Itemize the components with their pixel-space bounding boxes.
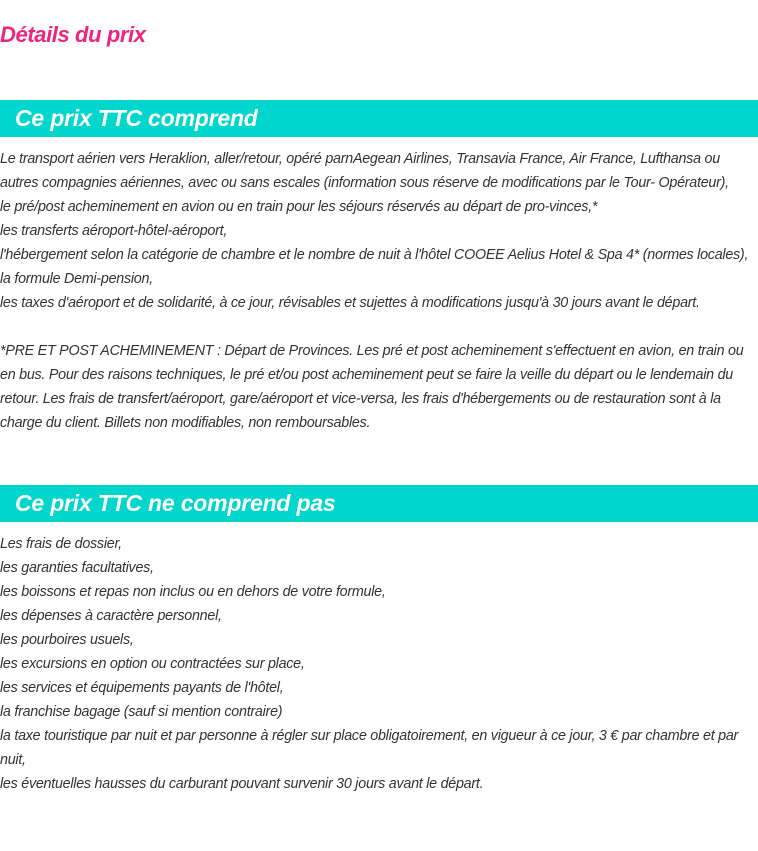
excluded-item: Les frais de dossier, xyxy=(0,536,122,552)
excluded-item: les excursions en option ou contractées sur place, xyxy=(0,656,305,672)
included-item: Le transport aérien vers Heraklion, aller/retour, opéré parnAegean Airlines, Transavia France, Air France, Lufthansa ou autres compagnies aériennes, avec ou sans escales (information sous réserve de modifications par le Tour- Opérateur), xyxy=(0,151,729,191)
included-item: la formule Demi-pension, xyxy=(0,271,153,287)
included-item: l'hébergement selon la catégorie de chambre et le nombre de nuit à l'hôtel COOEE Aelius Hotel & Spa 4* (normes locales), xyxy=(0,247,749,263)
excluded-section-header: Ce prix TTC ne comprend pas xyxy=(0,485,758,522)
excluded-item: les éventuelles hausses du carburant pouvant survenir 30 jours avant le départ. xyxy=(0,776,484,792)
excluded-item: les boissons et repas non inclus ou en dehors de votre formule, xyxy=(0,584,386,600)
included-section-header: Ce prix TTC comprend xyxy=(0,100,758,137)
excluded-item: les services et équipements payants de l'hôtel, xyxy=(0,680,284,696)
excluded-item: les garanties facultatives, xyxy=(0,560,154,576)
included-list xyxy=(0,137,758,435)
excluded-item: les pourboires usuels, xyxy=(0,632,134,648)
paragraph-spacer xyxy=(0,315,758,339)
included-item: les taxes d'aéroport et de solidarité, à ce jour, révisables et sujettes à modifications jusqu'à 30 jours avant le départ. xyxy=(0,295,700,311)
excluded-list xyxy=(0,522,758,796)
transport-note: *PRE ET POST ACHEMINEMENT : Départ de Provinces. Les pré et post acheminement s'effectuent en avion, en train ou en bus. Pour des raisons techniques, le pré et/ou post acheminement peut se faire la veille du départ ou le lendemain du retour. Les frais de transfert/aéroport, gare/aéroport et vice-versa, les frais d'hébergements ou de restauration sont à la charge du client. Billets non modifiables, non remboursables. xyxy=(0,343,744,431)
included-item: les transferts aéroport-hôtel-aéroport, xyxy=(0,223,228,239)
page-title: Détails du prix xyxy=(0,22,146,47)
included-item: le pré/post acheminement en avion ou en train pour les séjours réservés au départ de pro-vinces,* xyxy=(0,199,598,215)
excluded-item: la franchise bagage (sauf si mention contraire) xyxy=(0,704,283,720)
excluded-item: la taxe touristique par nuit et par personne à régler sur place obligatoirement, en vigueur à ce jour, 3 € par chambre et par nuit, xyxy=(0,728,739,768)
excluded-item: les dépenses à caractère personnel, xyxy=(0,608,222,624)
